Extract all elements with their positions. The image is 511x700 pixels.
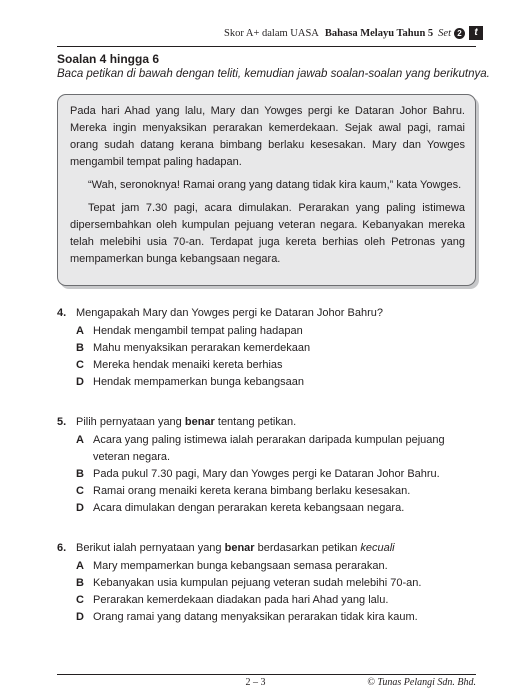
option-c[interactable] (57, 483, 481, 500)
running-header (224, 26, 483, 40)
option-text: Kebanyakan usia kumpulan pejuang veteran sudah melebihi 70-an. (93, 577, 422, 589)
footer-rule (57, 674, 476, 675)
header-subject: Bahasa Melayu Tahun 5 (324, 27, 434, 39)
stem-part: tentang petikan. (214, 416, 297, 428)
question-number: 6. (57, 542, 67, 554)
question-4 (57, 305, 481, 391)
header-rule (57, 46, 476, 47)
stem-emphasis: benar (184, 416, 215, 428)
option-text: Perarakan kemerdekaan diadakan pada hari Ahad yang lalu. (93, 594, 389, 606)
stem-part: berdasarkan petikan (254, 542, 361, 554)
option-d[interactable] (57, 500, 481, 517)
option-text: Hendak mempamerkan bunga kebangsaan (93, 376, 304, 388)
option-letter: D (76, 611, 84, 623)
stem-part: Pilih pernyataan yang (76, 416, 185, 428)
option-text: Orang ramai yang datang menyaksikan perarakan tidak kira kaum. (93, 611, 418, 623)
option-letter: A (76, 560, 84, 572)
question-6 (57, 540, 481, 626)
question-number: 4. (57, 307, 67, 319)
option-letter: A (76, 434, 84, 446)
stem-italic: kecuali (360, 542, 395, 554)
option-text: Pada pukul 7.30 pagi, Mary dan Yowges pergi ke Dataran Johor Bahru. (93, 468, 440, 480)
passage-paragraph-3: Tepat jam 7.30 pagi, acara dimulakan. Perarakan yang paling istimewa dipersembahkan oleh kumpulan pejuang veteran negara. Kebanyakan mereka telah melebihi usia 70-an. Terdapat juga kereta berhias oleh Petronas yang mempamerkan bunga kebangsaan negara. (70, 202, 465, 265)
option-a[interactable] (57, 432, 481, 466)
option-b[interactable] (57, 340, 481, 357)
option-text: Acara yang paling istimewa ialah perarakan daripada kumpulan pejuang veteran negara. (93, 434, 445, 463)
option-letter: D (76, 376, 84, 388)
option-a[interactable] (57, 323, 481, 340)
question-stem (76, 540, 395, 557)
option-text: Acara dimulakan dengan perarakan kereta kebangsaan negara. (93, 502, 405, 514)
option-letter: C (76, 594, 84, 606)
option-text: Ramai orang menaiki kereta kerana bimbang berlaku kesesakan. (93, 485, 411, 497)
option-text: Mereka hendak menaiki kereta berhias (93, 359, 283, 371)
section-instruction: Baca petikan di bawah dengan teliti, kemudian jawab soalan-soalan yang berikutnya. (57, 68, 490, 80)
publisher-credit: © Tunas Pelangi Sdn. Bhd. (367, 677, 476, 688)
question-stem: Mengapakah Mary dan Yowges pergi ke Dataran Johor Bahru? (76, 307, 383, 319)
publisher-logo-icon: t (469, 26, 483, 40)
question-number: 5. (57, 416, 67, 428)
reading-passage (57, 94, 476, 286)
option-c[interactable] (57, 357, 481, 374)
option-text: Mahu menyaksikan perarakan kemerdekaan (93, 342, 311, 354)
option-d[interactable] (57, 609, 481, 626)
stem-emphasis: benar (224, 542, 255, 554)
option-letter: D (76, 502, 84, 514)
option-letter: B (76, 342, 84, 354)
option-letter: B (76, 468, 84, 480)
option-letter: A (76, 325, 84, 337)
question-5 (57, 414, 481, 517)
option-letter: C (76, 485, 84, 497)
option-letter: B (76, 577, 84, 589)
page-number: 2 – 3 (245, 677, 266, 688)
header-text: Skor A+ dalam UASA (224, 27, 319, 39)
passage-paragraph-2: “Wah, seronoknya! Ramai orang yang datang tidak kira kaum,” kata Yowges. (88, 179, 462, 191)
option-d[interactable] (57, 374, 481, 391)
passage-paragraph-1: Pada hari Ahad yang lalu, Mary dan Yowges pergi ke Dataran Johor Bahru. Mereka ingin menyaksikan perarakan kemerdekaan. Sejak awal pagi, ramai orang sudah datang kerana bimbang berlaku kesesakan. Mary dan Yowges mengambil tempat paling hadapan. (70, 105, 465, 168)
option-text: Mary mempamerkan bunga kebangsaan semasa perarakan. (93, 560, 388, 572)
header-set-label: Set (438, 27, 451, 39)
option-a[interactable] (57, 558, 481, 575)
option-b[interactable] (57, 466, 481, 483)
question-stem (76, 414, 296, 431)
set-number-badge: 2 (454, 28, 465, 39)
section-title: Soalan 4 hingga 6 (57, 52, 160, 66)
option-letter: C (76, 359, 84, 371)
option-c[interactable] (57, 592, 481, 609)
option-text: Hendak mengambil tempat paling hadapan (93, 325, 303, 337)
option-b[interactable] (57, 575, 481, 592)
stem-part: Berikut ialah pernyataan yang (76, 542, 225, 554)
